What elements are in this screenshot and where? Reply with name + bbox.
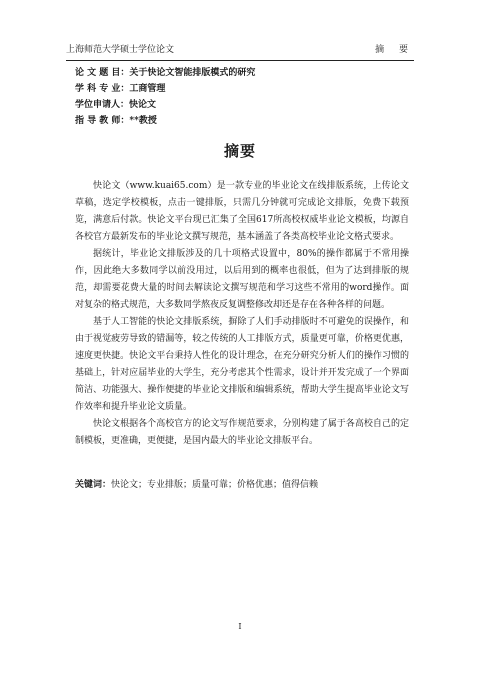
abstract-title: 摘要: [223, 142, 256, 160]
page-number: I: [238, 622, 242, 631]
abstract-paragraph: 据统计，毕业论文排版涉及的几十项格式设置中，80%的操作都属于不常用操作，因此绝大多数同学以前没用过，以后用到的概率也很低，但为了达到排版的规范，却需要花费大量的时间去解读论文撰写规范和学习这些不常用的word操作。面对复杂的格式规范，大多数同学熬夜反复调整修改却还是存在各种各样的问题。: [75, 249, 409, 310]
meta-advisor: 指 导 教 师：**教授: [75, 116, 157, 126]
abstract-paragraph: 快论文根据各个高校官方的论文写作规范要求，分别构建了属于各高校自己的定制模板，更准确，更便捷，是国内最大的毕业论文排版平台。: [75, 419, 409, 446]
keywords-label: 关键词：: [75, 480, 112, 490]
meta-applicant: 学位申请人：快论文: [75, 100, 157, 110]
abstract-paragraph: 基于人工智能的快论文排版系统，摒除了人们手动排版时不可避免的误操作，和由于视觉疲劳导致的错漏等，较之传统的人工排版方式，质量更可靠，价格更优惠，速度更快捷。快论文平台秉持人性化的设计理念，在充分研究分析人们的操作习惯的基础上，针对应届毕业的大学生，充分考虑其个性需求，设计并开发完成了一个界面简洁、功能强大、操作便捷的毕业论文排版和编辑系统，帮助大学生提高毕业论文写作效率和提升毕业论文质量。: [75, 317, 409, 412]
keywords: [75, 477, 409, 493]
header-university: 上海师范大学硕士学位论文: [66, 45, 175, 55]
keywords-text: 快论文；专业排版；质量可靠；价格优惠；值得信赖: [111, 480, 319, 490]
running-header: [66, 44, 414, 61]
header-section: 摘 要: [375, 45, 414, 55]
abstract-paragraph: 快论文（www.kuai65.com）是一款专业的毕业论文在线排版系统，上传论文草稿，选定学校模板，点击一键排版，只需几分钟就可完成论文排版，免费下载预览，满意后付款。快论文平台现已汇集了全国617所高校权威毕业论文模板，均源自各校官方最新发布的毕业论文撰写规范，基本涵盖了各类高校毕业论文格式要求。: [75, 181, 409, 242]
abstract-body: [75, 178, 409, 450]
meta-thesis-title: 论 文 题 目：关于快论文智能排版模式的研究: [75, 68, 256, 78]
meta-major: 学 科 专 业：工商管理: [75, 84, 166, 94]
thesis-meta: [75, 65, 255, 129]
